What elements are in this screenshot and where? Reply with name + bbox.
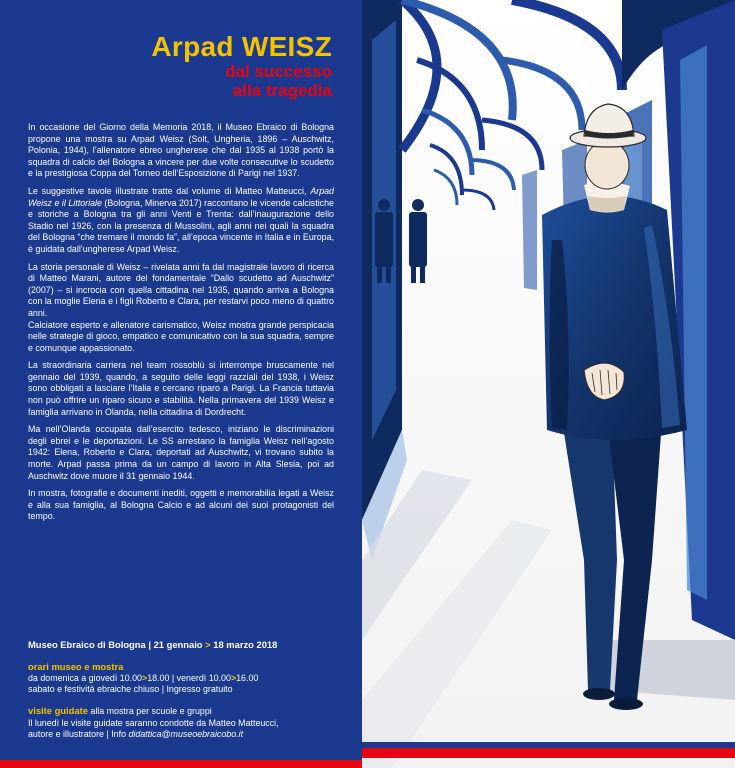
venue-name: Museo Ebraico di Bologna [28, 639, 146, 650]
friday-arrow: > [230, 672, 237, 683]
weekday-open: 10.00 [119, 672, 142, 683]
info-email-link[interactable]: didattica@museoebraicobo.it [128, 729, 244, 740]
subtitle-line-1: dal successo [225, 62, 332, 81]
subtitle-line-2: alla tragedia [232, 81, 332, 100]
arcade-walker-illustration [362, 0, 735, 768]
page-title: Arpad WEISZ [151, 31, 332, 62]
info-label: autore e illustratore | Info [28, 729, 129, 740]
free-entry: Ingresso gratuito [166, 684, 233, 695]
guided-visits-line-1 [28, 705, 348, 718]
paragraph-history: La storia personale di Weisz – rivelata anni fa dal magistrale lavoro di ricerca di Matteo Marani, autore del fondamentale “Dallo scudetto ad Auschwitz” (2007) – si incrocia con quella cittadina nel 1935, quando arriva a Bologna con la moglie Elena e i figli Roberto e Clara, per restarvi poco meno di quattro anni. [28, 261, 334, 318]
paragraph-deportation: Ma nell’Olanda occupata dall’esercito tedesco, iniziano le discriminazioni degli ebrei e le deportazioni. Le SS arrestano la famiglia Weisz nell’agosto 1942: Elena, Roberto e Clara, deportati ad Auschwitz, vi trovano subito la morte. Arpad passa prima da un campo di lavoro in Alta Slesia, poi ad Auschwitz dove muore il 31 gennaio 1944. [28, 424, 334, 481]
paragraph-illustrations-start: Le suggestive tavole illustrate tratte dal volume di Matteo Matteucci, [28, 185, 311, 196]
guided-visits-line-2: Il lunedì le visite guidate saranno condotte da Matteo Matteucci, [28, 717, 279, 728]
guided-visits-header: visite guidate [28, 705, 88, 716]
friday-close: 16.00 [236, 672, 259, 683]
closed-days: sabato e festività ebraiche chiuso | [28, 684, 167, 695]
paragraph-intro: In occasione del Giorno della Memoria 2018, il Museo Ebraico di Bologna propone una mostra su Arpad Weisz (Solt, Ungheria, 1896 – Auschwitz, Polonia, 1944), l’allenatore ebreo ungherese che dal 1935 al 1938 portò la squadra di calcio del Bologna a vincere per due volte consecutive lo scudetto e la prestigiosa Coppa del Torneo dell’Esposizione di Parigi nel 1937. [28, 122, 334, 179]
event-separator: | [145, 639, 154, 650]
guided-visits-audience: alla mostra per scuole e gruppi [87, 706, 212, 716]
body-text [28, 122, 334, 529]
text-panel [0, 0, 362, 768]
weekday-label: da domenica a giovedì [28, 672, 120, 683]
paragraph-career: Calciatore esperto e allenatore carismatico, Weisz mostra grande perspicacia nelle strategie di gioco, empatico e comunicativo con la sua squadra, sempre e comunque appassionato. [28, 319, 334, 353]
paragraph-illustrations [28, 186, 334, 256]
opening-hours [28, 661, 348, 696]
bottom-red-stripe [0, 760, 362, 768]
paragraph-illustrations-end: (Bologna, Minerva 2017) raccontano le vicende calcistiche e storiche a Bologna tra gli anni Venti e Trenta: dall’inaugurazione dello Stadio nel 1926, con la presenza di Mussolini, agli anni nei quali la squadra del Bologna “che tremare il mondo fa”, all’epoca vincente in Italia e in Europa, è guidata dall’ungherese Arpad Weisz. [28, 197, 334, 254]
event-line [28, 639, 348, 650]
title-block [151, 32, 332, 100]
left-wall [362, 0, 407, 560]
date-arrow: > [202, 639, 214, 650]
paragraph-exhibition: In mostra, fotografie e documenti inediti, oggetti e memorabilia legati a Weisz e alla sua famiglia, al Bologna Calcio e ad alcuni dei suoi protagonisti del tempo. [28, 488, 334, 522]
opening-hours-line-2 [28, 684, 348, 696]
friday-open: 10.00 [208, 672, 231, 683]
event-end-date: 18 marzo 2018 [213, 639, 278, 650]
guided-visits [28, 705, 348, 741]
friday-label: | venerdì [169, 672, 209, 683]
opening-hours-line-1 [28, 673, 348, 685]
event-start-date: 21 gennaio [153, 639, 203, 650]
weekday-arrow: > [142, 672, 148, 683]
paragraph-interruption: La straordinaria carriera nel team rossoblù si interrompe bruscamente nel gennaio del 1939, quando, a seguito delle leggi razziali del 1938, i Weisz sono obbligati a lasciare l’Italia e cercano riparo a Parigi. La Francia tuttavia non può offrire un riparo sicuro e stabilità. Nella primavera del 1939 Weisz e famiglia arrivano in Olanda, nella cittadina di Dordrecht. [28, 360, 334, 417]
guided-visits-line-3 [28, 729, 348, 741]
bottom-red-stripe-right [362, 748, 735, 758]
book-title: Arpad Weisz e il Littoriale [28, 185, 334, 208]
illustration-panel [362, 0, 735, 768]
opening-hours-header: orari museo e mostra [28, 661, 124, 672]
weekday-close: 18.00 [147, 672, 170, 683]
